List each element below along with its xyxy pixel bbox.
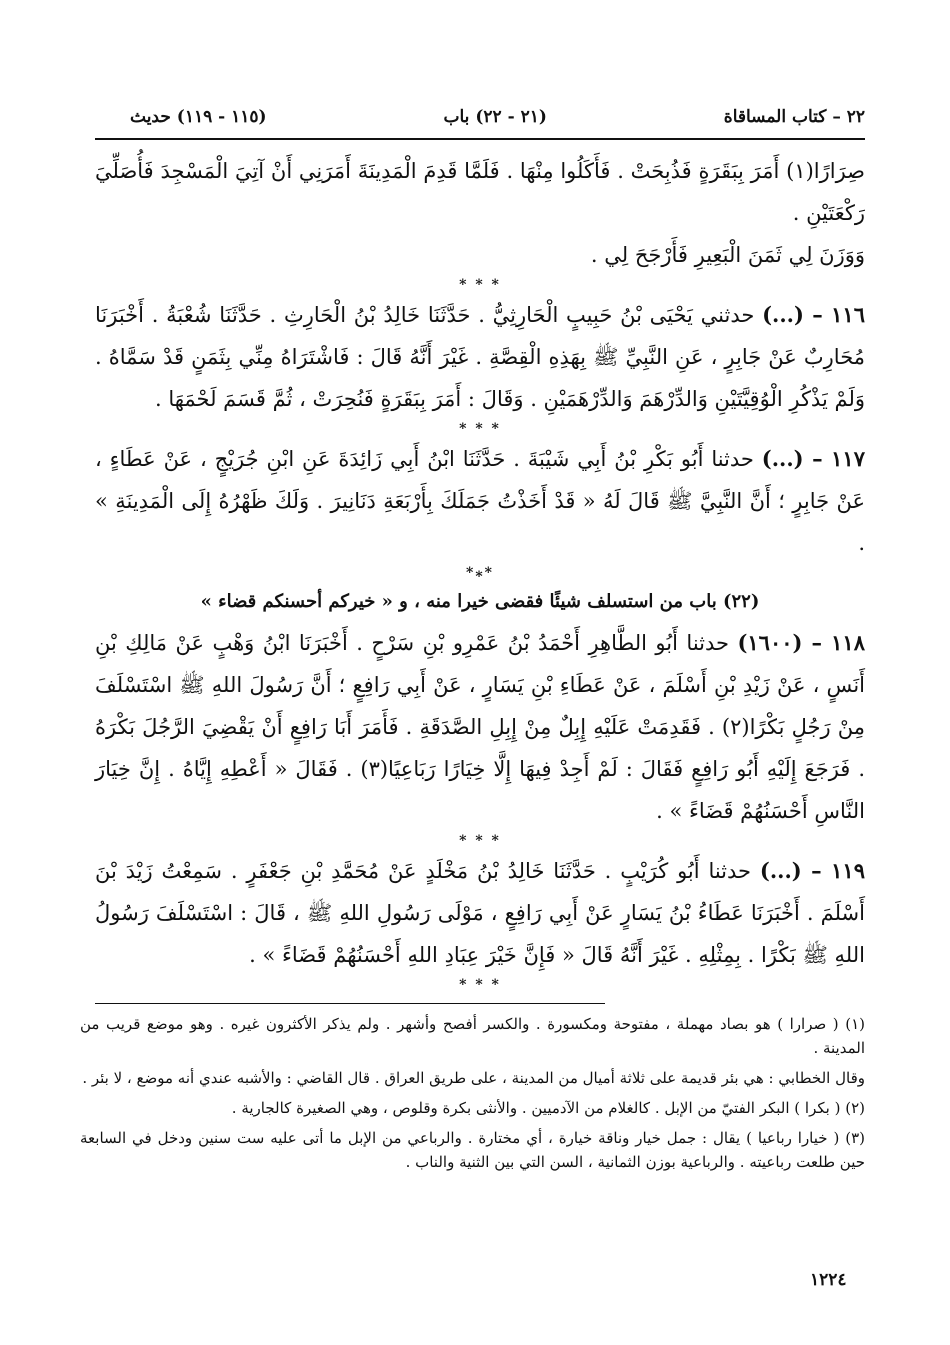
running-header: [130, 100, 865, 134]
hadith-118: [95, 622, 865, 832]
separator: * * *: [459, 977, 501, 993]
separator: * * *: [459, 277, 501, 293]
header-book-title: ٢٢ – كتاب المساقاة: [723, 107, 865, 127]
opening-line-1: صِرَارًا(١) أَمَرَ بِبَقَرَةٍ فَذُبِحَتْ . فَأَكَلُوا مِنْهَا . فَلَمَّا قَدِمَ الْمَدِينَةَ أَمَرَنِي أَنْ آتِيَ الْمَسْجِدَ فَأُصَلِّيَ رَكْعَتَيْنِ .: [95, 159, 865, 225]
chapter-heading: (٢٢) باب من استسلف شيئًا فقضى خيرا منه ، و « خيركم أحسنكم قضاء »: [200, 591, 760, 612]
header-hadith-range: (١١٥ - ١١٩) حديث: [130, 107, 267, 127]
hadith-number: ١١٦ – (...): [762, 302, 865, 327]
opening-line-2: وَوَزَنَ لِي ثَمَنَ الْبَعِيرِ فَأَرْجَحَ لِي .: [590, 243, 865, 267]
hadith-116: [95, 294, 865, 420]
header-chapter-range: (٢١ - ٢٢) باب: [443, 107, 547, 127]
hadith-119: [95, 850, 865, 976]
hadith-117: [95, 438, 865, 564]
hadith-text: حدثنا أَبُو بَكْرِ بْنُ أَبِي شَيْبَةَ . حَدَّثَنَا ابْنُ أَبِي زَائِدَةَ عَنِ ابْنِ جُرَيْجٍ ، عَنْ عَطَاءٍ ، عَنْ جَابِرٍ ؛ أَنَّ النَّبِيَّ ﷺ قَالَ لَهُ « قَدْ أَخَذْتُ جَمَلَكَ بِأَرْبَعَةِ دَنَانِيرَ . وَلَكَ ظَهْرُهُ إِلَى الْمَدِينَةِ » .: [95, 447, 865, 555]
separator: * * *: [459, 833, 501, 849]
footnote-2: (٢) ( بكرا ) البكر الفتيّ من الإبل . كالغلام من الآدميين . والأنثى بكرة وقلوص ، وهي الصغيرة كالجارية .: [231, 1099, 865, 1117]
footnote-1-continued: وقال الخطابي : هي بئر قديمة على ثلاثة أميال من المدينة ، على طريق العراق . قال القاضي : والأشبه عندي أنه موضع ، لا بئر .: [82, 1069, 865, 1087]
separator: * * *: [459, 421, 501, 437]
hadith-text: حدثني يَحْيَى بْنُ حَبِيبٍ الْحَارِثِيُّ . حَدَّثَنَا خَالِدُ بْنُ الْحَارِثِ . حَدَّثَنَا شُعْبَةُ . أَخْبَرَنَا مُحَارِبٌ عَنْ جَابِرٍ ، عَنِ النَّبِيِّ ﷺ بِهَذِهِ الْقِصَّةِ . غَيْرَ أَنَّهُ قَالَ : فَاشْتَرَاهُ مِنِّي بِثَمَنٍ قَدْ سَمَّاهُ . وَلَمْ يَذْكُرِ الْوُقِيَّتَيْنِ وَالدِّرْهَمَ وَالدِّرْهَمَيْنِ . وَقَالَ : أَمَرَ بِبَقَرَةٍ فَنُحِرَتْ ، ثُمَّ قَسَمَ لَحْمَهَا .: [95, 303, 865, 411]
hadith-number: ١١٧ – (...): [761, 446, 865, 471]
hadith-text: حدثنا أَبُو كُرَيْبٍ . حَدَّثَنَا خَالِدُ بْنُ مَخْلَدٍ عَنْ مُحَمَّدِ بْنِ جَعْفَرٍ . سَمِعْتُ زَيْدَ بْنَ أَسْلَمَ . أَخْبَرَنَا عَطَاءُ بْنُ يَسَارٍ عَنْ أَبِي رَافِعٍ ، مَوْلَى رَسُولِ اللهِ ﷺ ، قَالَ : اسْتَسْلَفَ رَسُولُ اللهِ ﷺ بَكْرًا . بِمِثْلِهِ . غَيْرَ أَنَّهُ قَالَ « فَإِنَّ خَيْرَ عِبَادِ اللهِ أَحْسَنُهُمْ قَضَاءً » .: [95, 859, 865, 967]
main-text: [95, 150, 865, 994]
footnote-rule: [95, 1003, 605, 1004]
footnote-1: (١) ( صرارا ) هو بصاد مهملة ، مفتوحة ومكسورة . والكسر أفصح وأشهر . ولم يذكر الأكثرون غيره . وهو موضع قريب من المدينة .: [80, 1015, 865, 1057]
page-number: ١٢٢٤: [810, 1270, 847, 1290]
separator: *⁎*: [466, 565, 494, 581]
footnotes: [80, 1012, 865, 1180]
hadith-number: ١١٩ – (...): [759, 858, 865, 883]
hadith-text: حدثنا أَبُو الطَّاهِرِ أَحْمَدُ بْنُ عَمْرِو بْنِ سَرْحٍ . أَخْبَرَنَا ابْنُ وَهْبٍ عَنْ مَالِكِ بْنِ أَنَسٍ ، عَنْ زَيْدِ بْنِ أَسْلَمَ ، عَنْ عَطَاءِ بْنِ يَسَارٍ ، عَنْ أَبِي رَافِعٍ ؛ أَنَّ رَسُولَ اللهِ ﷺ اسْتَسْلَفَ مِنْ رَجُلٍ بَكْرًا(٢) . فَقَدِمَتْ عَلَيْهِ إِبِلٌ مِنْ إِبِلِ الصَّدَقَةِ . فَأَمَرَ أَبَا رَافِعٍ أَنْ يَقْضِيَ الرَّجُلَ بَكْرَهُ . فَرَجَعَ إِلَيْهِ أَبُو رَافِعٍ فَقَالَ : لَمْ أَجِدْ فِيهَا إِلَّا خِيَارًا رَبَاعِيًا(٣) . فَقَالَ « أَعْطِهِ إِيَّاهُ . إِنَّ خِيَارَ النَّاسِ أَحْسَنُهُمْ قَضَاءً » .: [95, 631, 865, 823]
hadith-number: ١١٨ – (١٦٠٠): [737, 630, 865, 655]
header-rule: [95, 138, 865, 140]
footnote-3: (٣) ( خيارا رباعيا ) يقال : جمل خيار وناقة خيارة ، أي مختارة . والرباعي من الإبل ما أتى عليه ست سنين ودخل في السابعة حين طلعت رباعيته . والرباعية بوزن الثمانية ، السن التي بين الثنية والناب .: [80, 1129, 865, 1171]
